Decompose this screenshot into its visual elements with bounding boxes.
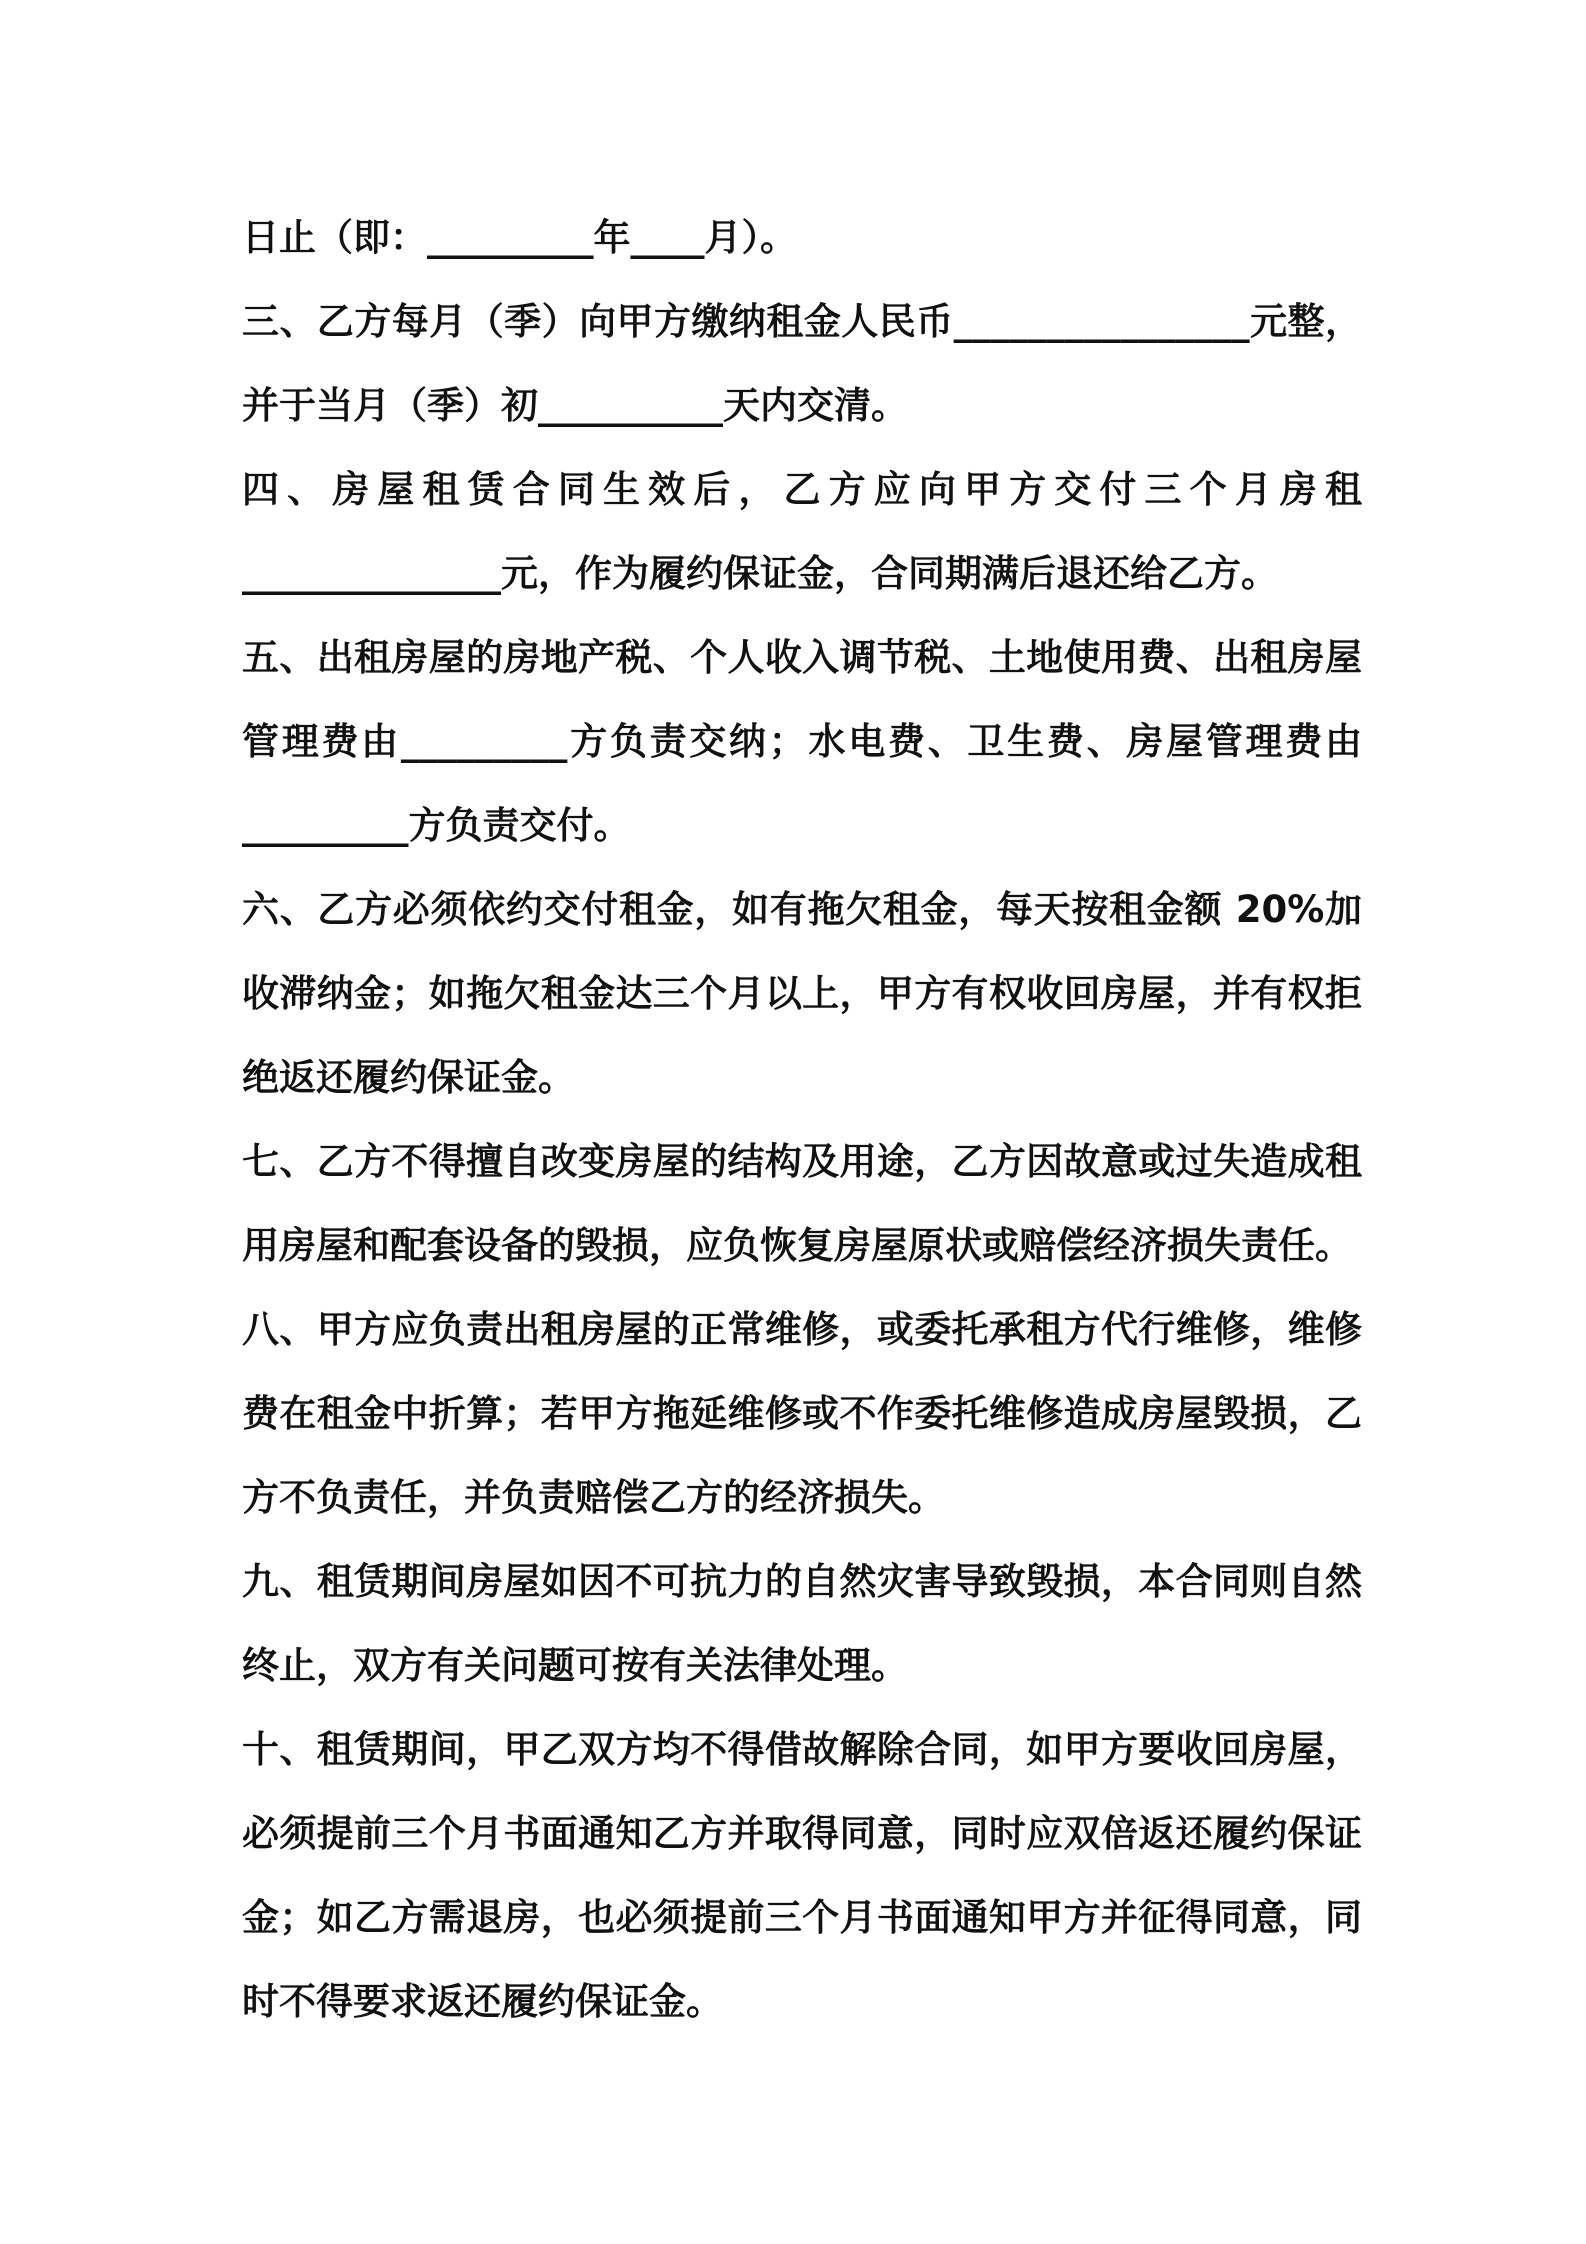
clause-6-line-1: 六、乙方必须依约交付租金，如有拖欠租金，每天按租金额 20%加 — [242, 888, 1362, 931]
clause-6-line-2: 收滞纳金；如拖欠租金达三个月以上，甲方有权收回房屋，并有权拒 — [242, 972, 1362, 1015]
clause-10-line-4: 时不得要求返还履约保证金。 — [242, 1980, 723, 2023]
clause-7-line-2: 用房屋和配套设备的毁损，应负恢复房屋原状或赔偿经济损失责任。 — [242, 1224, 1352, 1267]
clause-10-line-3: 金；如乙方需退房，也必须提前三个月书面通知甲方并征得同意，同 — [242, 1896, 1362, 1939]
clause-5-line-3: _________方负责交付。 — [242, 804, 631, 847]
clause-3-line-2: 并于当月（季）初__________天内交清。 — [242, 384, 908, 427]
clause-5-line-2: 管理费由_________方负责交纳；水电费、卫生费、房屋管理费由 — [242, 720, 1362, 763]
clause-10-line-2: 必须提前三个月书面通知乙方并取得同意，同时应双倍返还履约保证 — [242, 1812, 1362, 1855]
clause-10-line-1: 十、租赁期间，甲乙双方均不得借故解除合同，如甲方要收回房屋， — [242, 1728, 1362, 1771]
clause-9-line-1: 九、租赁期间房屋如因不可抗力的自然灾害导致毁损，本合同则自然 — [242, 1560, 1362, 1603]
contract-body — [242, 196, 1362, 2044]
clause-8-line-1: 八、甲方应负责出租房屋的正常维修，或委托承租方代行维修，维修 — [242, 1308, 1362, 1351]
clause-9-line-2: 终止，双方有关问题可按有关法律处理。 — [242, 1644, 908, 1687]
clause-3-line-1: 三、乙方每月（季）向甲方缴纳租金人民币________________元整， — [242, 300, 1362, 343]
clause-7-line-1: 七、乙方不得擅自改变房屋的结构及用途，乙方因故意或过失造成租 — [242, 1140, 1362, 1183]
clause-6-line-3: 绝返还履约保证金。 — [242, 1056, 575, 1099]
clause-5-line-1: 五、出租房屋的房地产税、个人收入调节税、土地使用费、出租房屋 — [242, 636, 1362, 679]
clause-8-line-2: 费在租金中折算；若甲方拖延维修或不作委托维修造成房屋毁损，乙 — [242, 1392, 1362, 1435]
clause-8-line-3: 方不负责任，并负责赔偿乙方的经济损失。 — [242, 1476, 945, 1519]
clause-2-end-line: 日止（即：_________年____月）。 — [242, 216, 797, 259]
clause-4-line-1: 四、房屋租赁合同生效后，乙方应向甲方交付三个月房租 — [242, 468, 1362, 511]
clause-4-line-2: ______________元，作为履约保证金，合同期满后退还给乙方。 — [242, 552, 1278, 595]
